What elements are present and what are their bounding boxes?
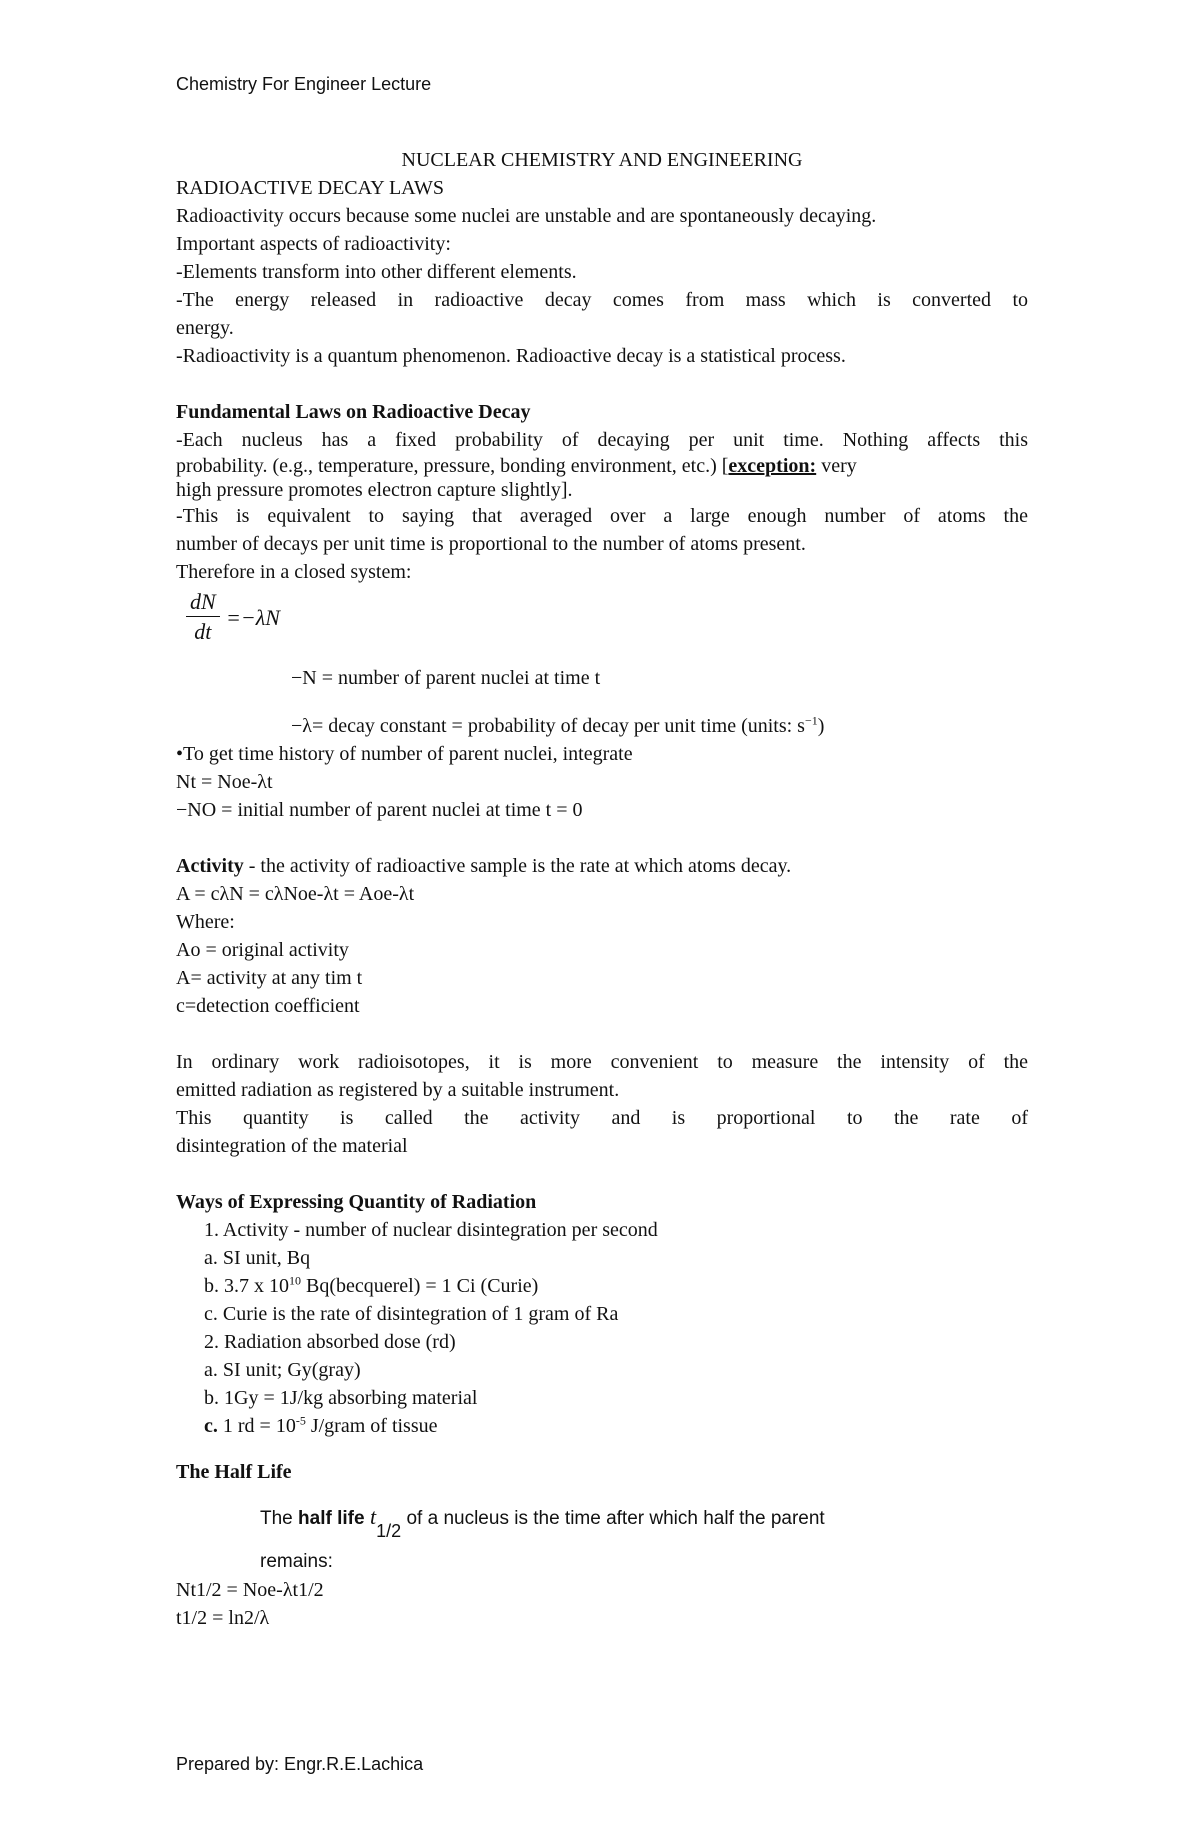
list-item: 2. Radiation absorbed dose (rd) xyxy=(204,1331,456,1353)
activity-definition xyxy=(176,852,1028,880)
paragraph: energy. xyxy=(176,317,234,339)
list-item-marker: c. xyxy=(204,1415,218,1437)
paragraph: -Each nucleus has a fixed probability of decaying per unit time. Nothing affects this xyxy=(176,429,1028,451)
exception-label: exception: xyxy=(728,455,817,477)
definition-lambda xyxy=(176,712,1028,740)
list-item-text: b. 3.7 x 10 xyxy=(204,1275,289,1297)
fraction-numerator: dN xyxy=(186,588,220,617)
paragraph: This quantity is called the activity and is proportional to the rate of xyxy=(176,1107,1028,1129)
list-item: c. Curie is the rate of disintegration of 1 gram of Ra xyxy=(204,1303,619,1325)
paragraph xyxy=(176,454,1028,478)
list-item: b. 1Gy = 1J/kg absorbing material xyxy=(204,1387,478,1409)
where-label: Where: xyxy=(176,911,235,933)
document-title: NUCLEAR CHEMISTRY AND ENGINEERING xyxy=(401,149,803,171)
paragraph-text: probability. (e.g., temperature, pressure, bonding environment, etc.) [ xyxy=(176,455,729,477)
paragraph: Radioactivity occurs because some nuclei are unstable and are spontaneously decaying. xyxy=(176,205,877,227)
radiation-quantity-list xyxy=(176,1216,1028,1440)
list-item xyxy=(204,1412,1028,1440)
list-item-text: J/gram of tissue xyxy=(305,1415,438,1437)
fraction-denominator: dt xyxy=(194,619,212,644)
paragraph: •To get time history of number of parent nuclei, integrate xyxy=(176,743,633,765)
paragraph: Therefore in a closed system: xyxy=(176,561,412,583)
definition-n: −N = number of parent nuclei at time t xyxy=(291,667,601,689)
paragraph: emitted radiation as registered by a suitable instrument. xyxy=(176,1079,620,1101)
where-item: A= activity at any tim t xyxy=(176,967,363,989)
page-header: Chemistry For Engineer Lecture xyxy=(176,74,432,94)
definition-text: −λ= decay constant = probability of decay per unit time (units: s xyxy=(291,715,805,737)
half-life-symbol: t xyxy=(364,1504,377,1529)
where-item: Ao = original activity xyxy=(176,939,349,961)
paragraph: disintegration of the material xyxy=(176,1135,408,1157)
half-life-formula: t1/2 = ln2/λ xyxy=(176,1607,270,1629)
subscript: 1/2 xyxy=(376,1520,402,1541)
paragraph: -The energy released in radioactive decay comes from mass which is converted to xyxy=(176,289,1028,311)
activity-formula: A = cλN = cλNoe-λt = Aoe-λt xyxy=(176,883,415,905)
decay-equation xyxy=(176,588,1028,658)
paragraph: In ordinary work radioisotopes, it is more convenient to measure the intensity of the xyxy=(176,1051,1028,1073)
half-life-text: The xyxy=(260,1508,299,1529)
half-life-text: of a nucleus is the time after which half the parent xyxy=(401,1508,825,1529)
section-heading-decay-laws: RADIOACTIVE DECAY LAWS xyxy=(176,177,445,199)
equation-rhs: =−λN xyxy=(226,605,280,630)
section-heading-half-life: The Half Life xyxy=(176,1461,292,1483)
page-footer: Prepared by: Engr.R.E.Lachica xyxy=(176,1754,424,1774)
paragraph-text: very xyxy=(816,455,857,477)
half-life-equation: Nt1/2 = Noe-λt1/2 xyxy=(176,1579,324,1601)
list-item: 1. Activity - number of nuclear disintegration per second xyxy=(204,1219,658,1241)
derivative-fraction xyxy=(186,588,220,647)
definition-text: ) xyxy=(817,715,825,737)
list-item: a. SI unit, Bq xyxy=(204,1247,311,1269)
superscript: −1 xyxy=(804,713,818,728)
list-item-text: Bq(becquerel) = 1 Ci (Curie) xyxy=(301,1275,539,1297)
integrated-law: Nt = Noe-λt xyxy=(176,771,273,793)
activity-text: - the activity of radioactive sample is the rate at which atoms decay. xyxy=(243,855,792,877)
paragraph: high pressure promotes electron capture slightly]. xyxy=(176,479,573,501)
half-life-term: half life xyxy=(298,1508,365,1529)
superscript: 10 xyxy=(289,1273,301,1288)
paragraph: number of decays per unit time is proportional to the number of atoms present. xyxy=(176,533,806,555)
definition-n0: −NO = initial number of parent nuclei at time t = 0 xyxy=(176,799,583,821)
where-item: c=detection coefficient xyxy=(176,995,360,1017)
list-item xyxy=(204,1272,1028,1300)
paragraph: -Radioactivity is a quantum phenomenon. Radioactive decay is a statistical process. xyxy=(176,345,846,367)
paragraph: -Elements transform into other different elements. xyxy=(176,261,577,283)
paragraph: -This is equivalent to saying that averaged over a large enough number of atoms the xyxy=(176,505,1028,527)
section-heading-ways: Ways of Expressing Quantity of Radiation xyxy=(176,1191,537,1213)
superscript: -5 xyxy=(295,1413,306,1428)
paragraph: Important aspects of radioactivity: xyxy=(176,233,451,255)
activity-term: Activity xyxy=(176,855,244,877)
document-body xyxy=(176,146,1028,1632)
section-heading-fundamental-laws: Fundamental Laws on Radioactive Decay xyxy=(176,401,531,423)
half-life-definition xyxy=(176,1502,1028,1541)
list-item-text: 1 rd = 10 xyxy=(217,1415,296,1437)
list-item: a. SI unit; Gy(gray) xyxy=(204,1359,361,1381)
half-life-definition-cont: remains: xyxy=(260,1551,333,1572)
